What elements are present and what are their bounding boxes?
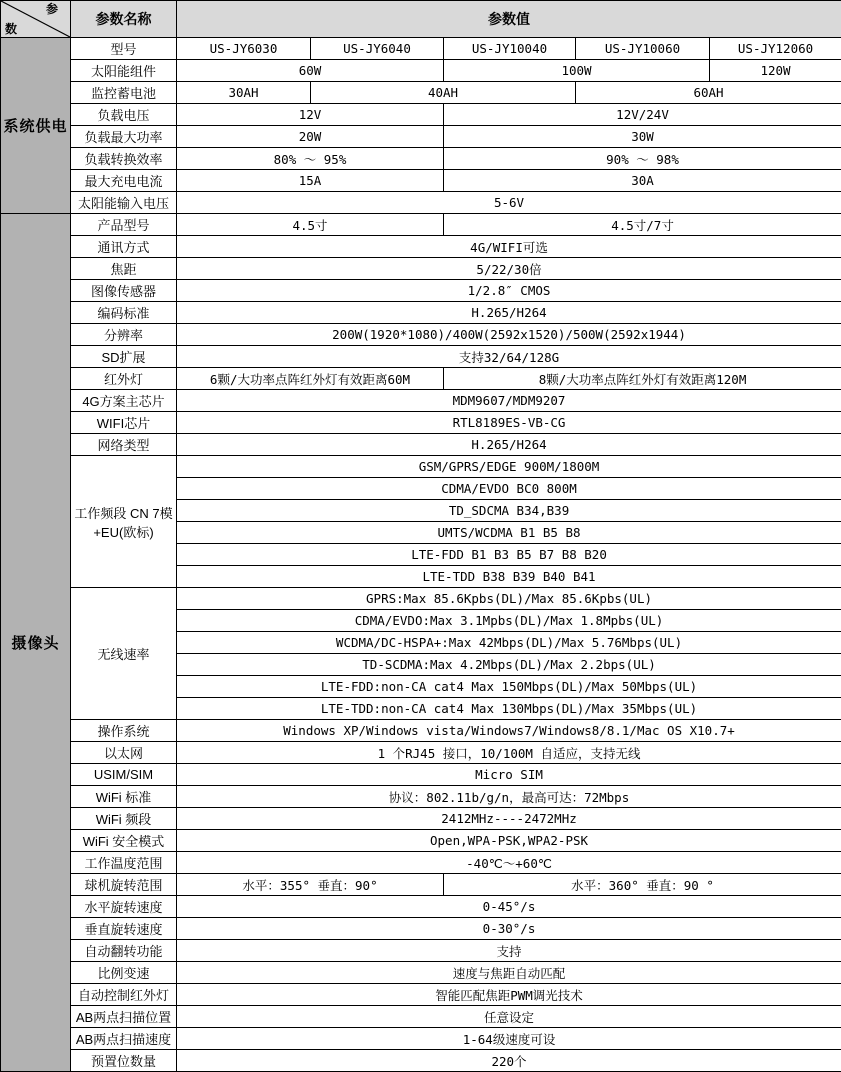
- param-value: 水平：355° 垂直：90°: [177, 874, 444, 896]
- param-value: 40AH: [311, 82, 576, 104]
- param-value: US-JY10060: [576, 38, 710, 60]
- table-row: [1, 236, 841, 258]
- param-name: 焦距: [71, 258, 177, 280]
- param-value: 30W: [444, 126, 841, 148]
- param-value: 12V/24V: [444, 104, 841, 126]
- param-name: 监控蓄电池: [71, 82, 177, 104]
- param-value: -40℃～+60℃: [177, 852, 841, 874]
- param-name: 型号: [71, 38, 177, 60]
- table-row: [1, 984, 841, 1006]
- param-name: 操作系统: [71, 720, 177, 742]
- param-value: LTE-FDD:non-CA cat4 Max 150Mbps(DL)/Max 50Mbps(UL): [177, 676, 841, 698]
- corner-cell: [1, 1, 71, 38]
- param-value: 智能匹配焦距PWM调光技术: [177, 984, 841, 1006]
- param-name: 图像传感器: [71, 280, 177, 302]
- param-value: 12V: [177, 104, 444, 126]
- param-name: WiFi 标准: [71, 786, 177, 808]
- param-name: 最大充电电流: [71, 170, 177, 192]
- table-row: [1, 896, 841, 918]
- table-row: [1, 852, 841, 874]
- param-name: 4G方案主芯片: [71, 390, 177, 412]
- param-value: UMTS/WCDMA B1 B5 B8: [177, 522, 841, 544]
- param-name: 网络类型: [71, 434, 177, 456]
- header-row: [1, 1, 841, 38]
- param-value: 水平：360° 垂直：90 °: [444, 874, 841, 896]
- param-name: WiFi 频段: [71, 808, 177, 830]
- param-value: 支持32/64/128G: [177, 346, 841, 368]
- param-value: Open,WPA-PSK,WPA2-PSK: [177, 830, 841, 852]
- table-row: [1, 390, 841, 412]
- param-value: 80% ～ 95%: [177, 148, 444, 170]
- header-param-value: 参数值: [177, 1, 841, 38]
- header-param-name: 参数名称: [71, 1, 177, 38]
- param-value: 4.5寸: [177, 214, 444, 236]
- table-row: [1, 302, 841, 324]
- param-value: 220个: [177, 1050, 841, 1072]
- param-value: TD_SDCMA B34,B39: [177, 500, 841, 522]
- param-value: CDMA/EVDO BC0 800M: [177, 478, 841, 500]
- param-value: 0-30°/s: [177, 918, 841, 940]
- table-row: [1, 126, 841, 148]
- param-name: 预置位数量: [71, 1050, 177, 1072]
- param-value: H.265/H264: [177, 302, 841, 324]
- param-value: LTE-FDD B1 B3 B5 B7 B8 B20: [177, 544, 841, 566]
- param-name: WIFI芯片: [71, 412, 177, 434]
- table-row: [1, 456, 841, 478]
- param-value: 4G/WIFI可选: [177, 236, 841, 258]
- param-name: 无线速率: [71, 588, 177, 720]
- param-name: 自动翻转功能: [71, 940, 177, 962]
- param-value: TD-SCDMA:Max 4.2Mbps(DL)/Max 2.2bps(UL): [177, 654, 841, 676]
- table-row: [1, 324, 841, 346]
- table-row: [1, 192, 841, 214]
- table-row: [1, 104, 841, 126]
- param-value: 1/2.8″ CMOS: [177, 280, 841, 302]
- param-value: CDMA/EVDO:Max 3.1Mpbs(DL)/Max 1.8Mpbs(UL): [177, 610, 841, 632]
- table-row: [1, 918, 841, 940]
- param-value: H.265/H264: [177, 434, 841, 456]
- param-name: 产品型号: [71, 214, 177, 236]
- param-name: 比例变速: [71, 962, 177, 984]
- section-label: 摄像头: [1, 214, 71, 1072]
- param-value: 90% ～ 98%: [444, 148, 841, 170]
- table-row: [1, 962, 841, 984]
- param-value: RTL8189ES-VB-CG: [177, 412, 841, 434]
- param-value: 速度与焦距自动匹配: [177, 962, 841, 984]
- param-value: MDM9607/MDM9207: [177, 390, 841, 412]
- param-value: 15A: [177, 170, 444, 192]
- table-row: [1, 82, 841, 104]
- section-label: 系统供电: [1, 38, 71, 214]
- param-value: 8颗/大功率点阵红外灯有效距离120M: [444, 368, 841, 390]
- table-row: [1, 60, 841, 82]
- param-name: 球机旋转范围: [71, 874, 177, 896]
- table-row: [1, 434, 841, 456]
- param-name: 太阳能输入电压: [71, 192, 177, 214]
- param-name: 负载最大功率: [71, 126, 177, 148]
- param-name: WiFi 安全模式: [71, 830, 177, 852]
- param-value: 任意设定: [177, 1006, 841, 1028]
- param-value: 30AH: [177, 82, 311, 104]
- corner-word-bottom: 数: [5, 23, 17, 35]
- table-row: [1, 412, 841, 434]
- table-row: [1, 808, 841, 830]
- param-name: 通讯方式: [71, 236, 177, 258]
- param-value: Windows XP/Windows vista/Windows7/Windows8/8.1/Mac OS X10.7+: [177, 720, 841, 742]
- table-row: [1, 1050, 841, 1072]
- param-value: US-JY12060: [710, 38, 841, 60]
- param-name: 自动控制红外灯: [71, 984, 177, 1006]
- param-value: US-JY10040: [444, 38, 576, 60]
- param-value: 30A: [444, 170, 841, 192]
- param-value: 200W(1920*1080)/400W(2592x1520)/500W(2592x1944): [177, 324, 841, 346]
- param-value: 60AH: [576, 82, 841, 104]
- table-row: [1, 280, 841, 302]
- param-value: LTE-TDD B38 B39 B40 B41: [177, 566, 841, 588]
- param-value: 1 个RJ45 接口，10/100M 自适应，支持无线: [177, 742, 841, 764]
- param-name: 分辨率: [71, 324, 177, 346]
- param-name: AB两点扫描位置: [71, 1006, 177, 1028]
- param-value: 1-64级速度可设: [177, 1028, 841, 1050]
- param-name: SD扩展: [71, 346, 177, 368]
- table-row: [1, 940, 841, 962]
- param-name: AB两点扫描速度: [71, 1028, 177, 1050]
- table-row: [1, 368, 841, 390]
- param-value: 支持: [177, 940, 841, 962]
- param-value: GSM/GPRS/EDGE 900M/1800M: [177, 456, 841, 478]
- param-value: 协议：802.11b/g/n，最高可达：72Mbps: [177, 786, 841, 808]
- corner-word-top: 参: [46, 3, 58, 15]
- param-name: 工作温度范围: [71, 852, 177, 874]
- param-value: GPRS:Max 85.6Kpbs(DL)/Max 85.6Kpbs(UL): [177, 588, 841, 610]
- param-name: 红外灯: [71, 368, 177, 390]
- param-name: USIM/SIM: [71, 764, 177, 786]
- table-row: [1, 720, 841, 742]
- param-name: 垂直旋转速度: [71, 918, 177, 940]
- table-row: [1, 346, 841, 368]
- param-name: 负载电压: [71, 104, 177, 126]
- param-value: US-JY6040: [311, 38, 444, 60]
- param-name: 太阳能组件: [71, 60, 177, 82]
- table-row: [1, 830, 841, 852]
- param-value: WCDMA/DC-HSPA+:Max 42Mbps(DL)/Max 5.76Mbps(UL): [177, 632, 841, 654]
- spec-table-body: [1, 1, 841, 1072]
- param-value: 20W: [177, 126, 444, 148]
- param-value: 6颗/大功率点阵红外灯有效距离60M: [177, 368, 444, 390]
- param-name: 以太网: [71, 742, 177, 764]
- table-row: [1, 874, 841, 896]
- param-name: 编码标准: [71, 302, 177, 324]
- param-name: 负载转换效率: [71, 148, 177, 170]
- param-value: 60W: [177, 60, 444, 82]
- table-row: [1, 258, 841, 280]
- table-row: [1, 764, 841, 786]
- param-value: 4.5寸/7寸: [444, 214, 841, 236]
- table-row: [1, 148, 841, 170]
- param-value: 5-6V: [177, 192, 841, 214]
- table-row: [1, 588, 841, 610]
- param-value: LTE-TDD:non-CA cat4 Max 130Mbps(DL)/Max 35Mbps(UL): [177, 698, 841, 720]
- param-value: 100W: [444, 60, 710, 82]
- table-row: [1, 170, 841, 192]
- param-value: US-JY6030: [177, 38, 311, 60]
- param-value: 0-45°/s: [177, 896, 841, 918]
- param-name: 水平旋转速度: [71, 896, 177, 918]
- table-row: [1, 1006, 841, 1028]
- table-row: [1, 786, 841, 808]
- param-value: 5/22/30倍: [177, 258, 841, 280]
- param-value: Micro SIM: [177, 764, 841, 786]
- param-value: 2412MHz----2472MHz: [177, 808, 841, 830]
- table-row: [1, 38, 841, 60]
- param-name: 工作频段 CN 7模+EU(欧标): [71, 456, 177, 588]
- param-value: 120W: [710, 60, 841, 82]
- table-row: [1, 1028, 841, 1050]
- table-row: [1, 742, 841, 764]
- table-row: [1, 214, 841, 236]
